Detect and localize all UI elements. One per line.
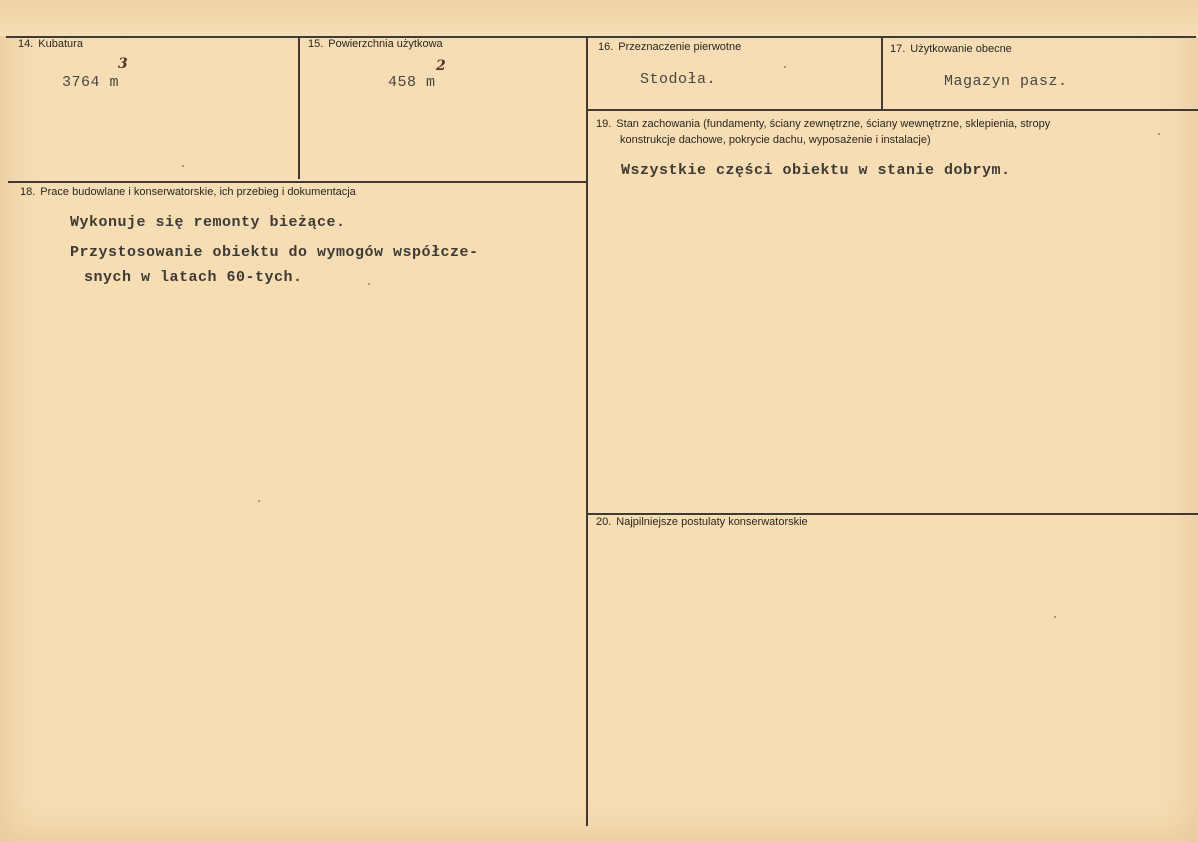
field-17-label	[890, 43, 1012, 55]
field-14-value	[62, 74, 119, 91]
field-14-label	[18, 38, 83, 50]
rule-above-20	[588, 513, 1198, 515]
paper-speck	[258, 500, 260, 502]
divider-14-15	[298, 36, 300, 179]
field-20-label	[596, 516, 808, 528]
field-19-label-line1	[596, 116, 1171, 132]
field-18-label	[20, 186, 356, 198]
field-14-number: 14.	[18, 38, 34, 50]
field-16-value: Stodoła.	[640, 71, 717, 88]
field-15-number: 15.	[308, 38, 324, 50]
field-19-title-line1: Stan zachowania (fundamenty, ściany zewnętrzne, ściany wewnętrzne, sklepienia, stropy	[616, 118, 1051, 130]
field-16-number: 16.	[598, 41, 614, 53]
field-18-line-3: snych w latach 60-tych.	[84, 269, 303, 286]
area-superscript: 2	[436, 58, 446, 74]
field-18-line-2: Przystosowanie obiektu do wymogów współcze-	[70, 244, 479, 261]
field-19-title-line2: konstrukcje dachowe, pokrycie dachu, wyposażenie i instalacje)	[620, 134, 931, 146]
field-19-number: 19.	[596, 118, 612, 130]
field-19-label	[596, 116, 1171, 148]
divider-16-17	[881, 36, 883, 110]
rule-under-14-15	[8, 181, 588, 183]
paper-speck	[182, 165, 184, 167]
paper-speck	[368, 283, 370, 285]
field-19-value: Wszystkie części obiektu w stanie dobrym.	[621, 162, 1011, 179]
field-15-value	[388, 74, 436, 91]
rule-under-16-17	[588, 109, 1198, 111]
kubatura-number: 3764	[62, 74, 101, 91]
area-number: 458	[388, 74, 417, 91]
field-15-label	[308, 38, 443, 50]
field-16-title: Przeznaczenie pierwotne	[618, 41, 742, 53]
field-17-value: Magazyn pasz.	[944, 73, 1068, 90]
field-17-number: 17.	[890, 43, 906, 55]
field-18-line-1: Wykonuje się remonty bieżące.	[70, 214, 346, 231]
field-18-number: 18.	[20, 186, 36, 198]
top-rule	[6, 36, 1196, 38]
field-20-title: Najpilniejsze postulaty konserwatorskie	[616, 516, 808, 528]
kubatura-superscript: 3	[118, 56, 128, 72]
center-divider	[586, 36, 588, 826]
paper-speck	[1054, 616, 1056, 618]
field-18-title: Prace budowlane i konserwatorskie, ich przebieg i dokumentacja	[40, 186, 356, 198]
field-15-title: Powierzchnia użytkowa	[328, 38, 443, 50]
field-20-number: 20.	[596, 516, 612, 528]
area-unit: m	[426, 74, 436, 91]
field-16-label	[598, 41, 741, 53]
paper-speck	[784, 66, 786, 68]
card-top-edge	[0, 0, 1198, 36]
field-14-title: Kubatura	[38, 38, 83, 50]
field-17-title: Użytkowanie obecne	[910, 43, 1012, 55]
kubatura-unit: m	[109, 74, 120, 91]
paper-speck	[1158, 133, 1160, 135]
